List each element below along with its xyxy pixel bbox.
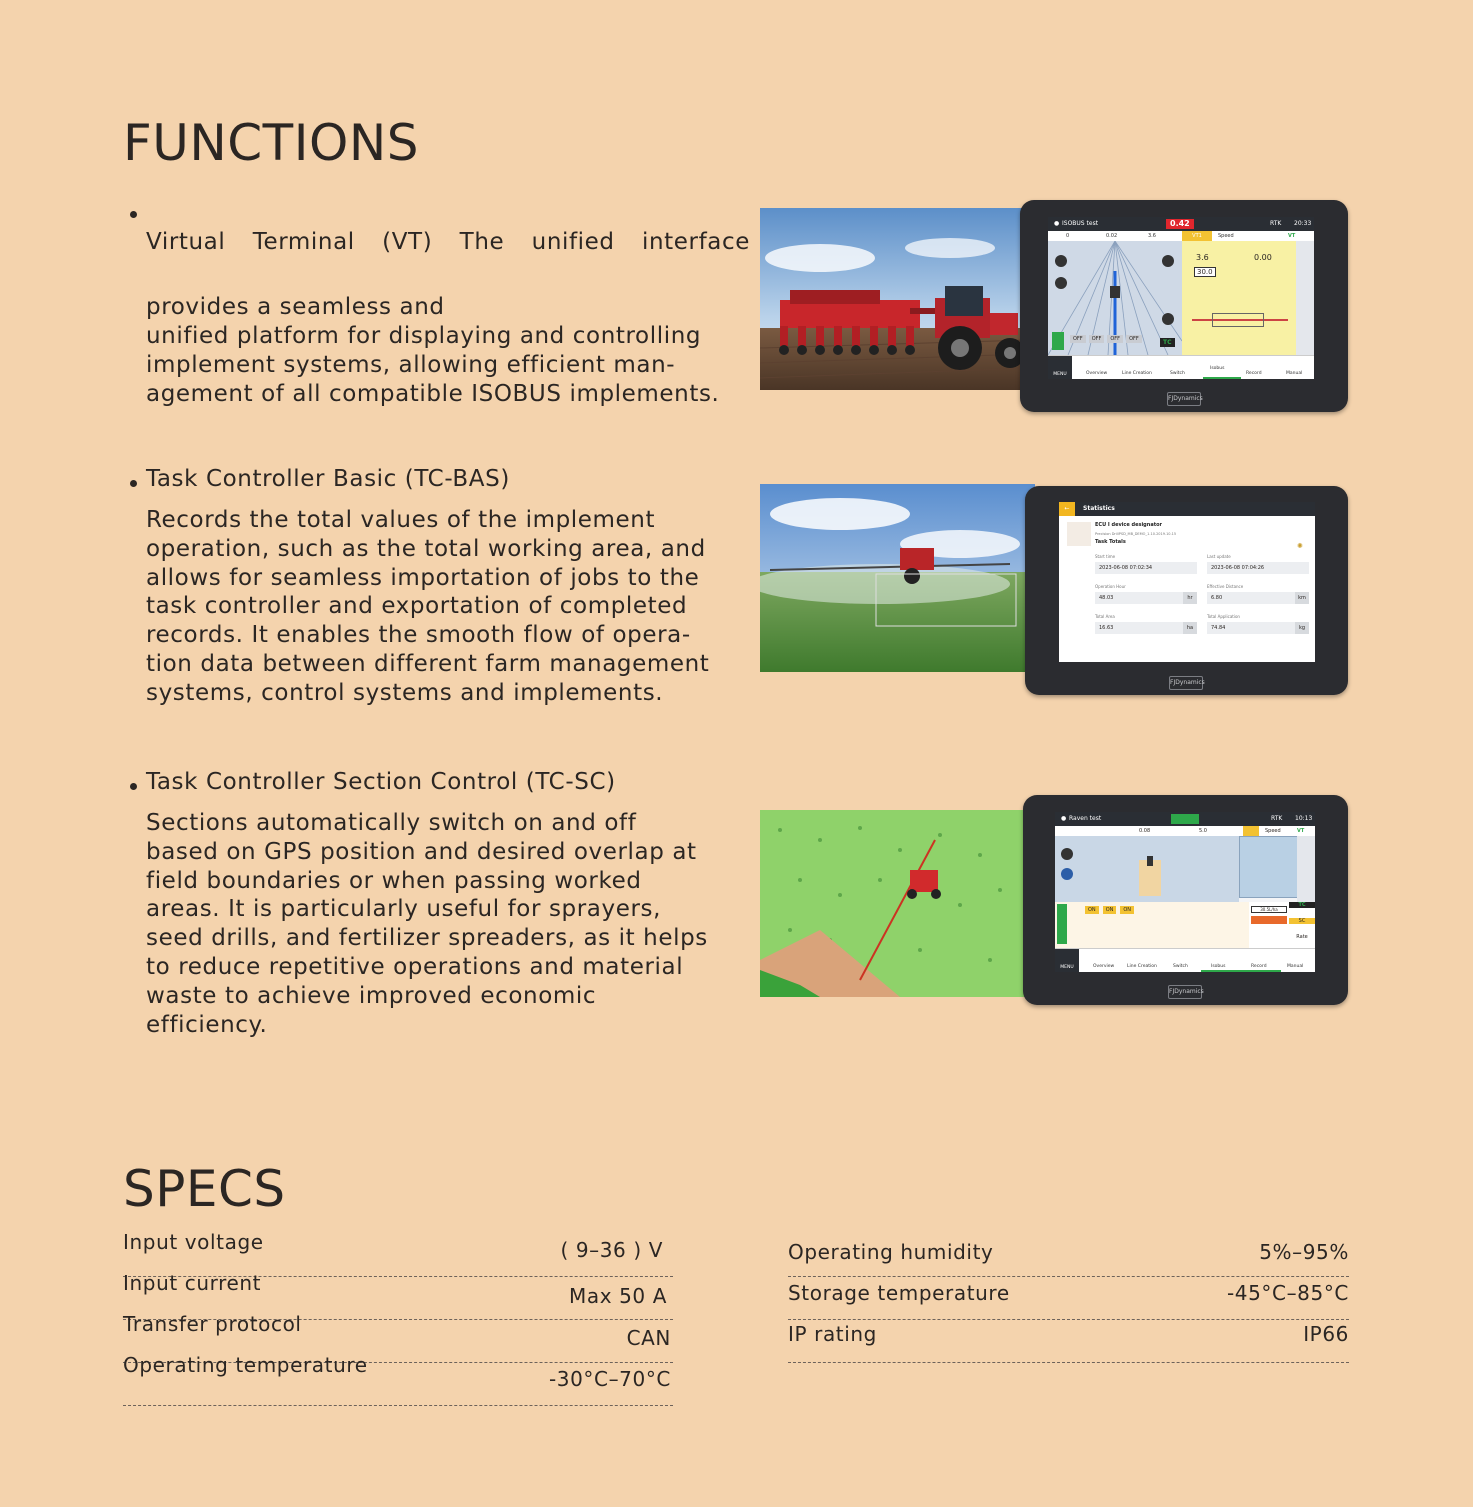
refresh-icon[interactable]: ✺ (1297, 542, 1303, 550)
tc-badge: TC (1289, 902, 1315, 908)
stat-field (1207, 622, 1309, 634)
active-indicator (1203, 377, 1241, 379)
section-switches (1085, 906, 1134, 914)
stat-value: 2023-06-08 07:04:26 (1207, 562, 1309, 574)
sc-side-toolbar[interactable] (1297, 836, 1315, 902)
nav-item[interactable]: Switch (1170, 371, 1185, 376)
stat-label: Start time (1095, 554, 1116, 559)
guidance-indicator (1171, 814, 1199, 824)
spec-label: Storage temperature (788, 1281, 1010, 1305)
camera-icon[interactable] (1055, 255, 1067, 267)
globe-icon[interactable] (1061, 868, 1073, 880)
speed-badge: 0.42 (1166, 219, 1194, 229)
rate-map-panel (1239, 836, 1299, 898)
compass-icon[interactable] (1055, 277, 1067, 289)
spec-label: Transfer protocol (123, 1312, 302, 1336)
spec-divider (788, 1319, 1349, 1320)
sc-badge: SC (1289, 918, 1315, 924)
sc-bottom-nav (1055, 948, 1315, 972)
section-off-button[interactable]: OFF (1070, 335, 1086, 343)
spec-divider (788, 1362, 1349, 1363)
rate-value: 0.00 (1254, 253, 1272, 262)
section-control-screen (1055, 812, 1315, 972)
section-switches (1070, 335, 1142, 343)
spec-label: Operating temperature (123, 1353, 368, 1377)
nav-item[interactable]: Record (1251, 964, 1267, 969)
section-on-button[interactable]: ON (1120, 906, 1134, 914)
stat-field (1207, 592, 1309, 604)
nav-item[interactable]: Line Creation (1122, 371, 1152, 376)
word: The (459, 228, 505, 255)
lock-icon[interactable] (1052, 332, 1064, 350)
stat-value: 2023-06-08 07:02:34 (1095, 562, 1197, 574)
statistics-screen (1059, 502, 1315, 662)
tablet-section-control (1023, 795, 1348, 1005)
spec-value: Max 50 A (569, 1284, 667, 1308)
task-totals-label: Task Totals (1095, 539, 1126, 545)
stat-value: 16.63 (1099, 625, 1114, 631)
menu-label: MENU (1060, 965, 1074, 970)
rtk-label: RTK (1270, 220, 1282, 227)
nav-item[interactable]: Overview (1093, 964, 1115, 969)
stat-field (1095, 622, 1197, 634)
stat: 3.6 (1148, 233, 1156, 239)
spec-label: Operating humidity (788, 1240, 994, 1264)
nav-item[interactable]: Isobus (1211, 964, 1226, 969)
play-icon[interactable] (1162, 255, 1174, 267)
vt-panel (1182, 241, 1296, 355)
bullet-dot (130, 480, 137, 487)
tcsc-title: Task Controller Section Control (TC-SC) (146, 769, 616, 795)
target-value[interactable]: 30.0 (1194, 267, 1216, 277)
vt-rest: provides a seamless and unified platform for displaying and controlling implement systems, allowing efficient man- agement of all compatible ISOBUS implements. (146, 294, 720, 407)
spec-label: IP rating (788, 1322, 877, 1346)
vt-first-line (146, 228, 750, 257)
sc-info-row (1055, 826, 1315, 836)
tablet-statistics (1025, 486, 1348, 695)
nav-item[interactable]: Manual (1286, 371, 1303, 376)
tab-vt1[interactable] (1243, 826, 1259, 836)
vt-info-row (1048, 231, 1314, 241)
speed-value: 3.6 (1196, 253, 1209, 262)
vt-bottom-nav (1048, 355, 1314, 379)
tab-vt1[interactable]: VT1 (1182, 231, 1212, 241)
stat-value: 6.80 (1211, 595, 1223, 601)
stat: 0 (1066, 233, 1070, 239)
spec-value: -30°C–70°C (548, 1367, 671, 1391)
nav-item[interactable]: Switch (1173, 964, 1188, 969)
stat-label: Effective Distance (1207, 584, 1244, 589)
spec-value: ( 9–36 ) V (560, 1238, 663, 1262)
section-on-button[interactable]: ON (1103, 906, 1117, 914)
vt-side-toolbar[interactable] (1296, 241, 1314, 355)
location-pin-icon: ● (1061, 815, 1067, 822)
section-on-button[interactable]: ON (1085, 906, 1099, 914)
active-indicator (1201, 970, 1281, 972)
spec-value: CAN (626, 1326, 671, 1350)
stat-value: 48.03 (1099, 595, 1114, 601)
steering-icon[interactable] (1162, 313, 1174, 325)
brand-logo: FJDynamics (1168, 985, 1202, 999)
word: unified (531, 228, 615, 255)
vt-description (146, 199, 750, 437)
word: interface (642, 228, 750, 255)
bullet-dot (130, 783, 137, 790)
spec-divider (788, 1276, 1349, 1277)
stat-unit: ha (1183, 622, 1197, 634)
vehicle-marker (1147, 856, 1153, 866)
menu-button[interactable] (1048, 356, 1072, 379)
menu-button[interactable] (1055, 949, 1079, 972)
stat: 0.08 (1139, 828, 1151, 834)
spec-label: Input current (123, 1271, 262, 1295)
tcbas-description: Records the total values of the implement operation, such as the total working area, and allows for seamless importation of jobs to the task controller and exportation of completed records. It enables the smooth flow of opera- tion data between different farm management systems, control systems and implements. (146, 507, 710, 706)
word: (VT) (382, 228, 433, 255)
sc-screen-title: Raven test (1069, 815, 1102, 822)
tc-badge: TC (1160, 338, 1175, 347)
sc-badges (1289, 902, 1315, 948)
section-off-button[interactable]: OFF (1126, 335, 1142, 343)
stat: 0.02 (1106, 233, 1118, 239)
nav-item[interactable]: Manual (1287, 964, 1304, 969)
tcsc-description: Sections automatically switch on and off based on GPS position and desired overlap at field boundaries or when passing worked areas. It is particularly useful for sprayers, seed drills, and fertilizer spreaders, as it helps to reduce repetitive operations and material waste to achieve improved economic efficiency. (146, 810, 708, 1038)
spec-value: 5%–95% (1259, 1240, 1349, 1264)
map-view[interactable] (1055, 836, 1239, 902)
menu-label: MENU (1053, 372, 1067, 377)
stat-value: 74.84 (1211, 625, 1226, 631)
section-off-button[interactable]: OFF (1107, 335, 1123, 343)
back-arrow-icon[interactable]: ← (1059, 502, 1075, 516)
sprayer-field-photo (760, 484, 1035, 672)
nav-item[interactable]: Isobus (1210, 366, 1225, 371)
section-panel (1055, 902, 1249, 948)
vt-badge: VT (1288, 233, 1296, 239)
stat-unit: km (1295, 592, 1309, 604)
tab-speed[interactable]: Speed (1265, 828, 1281, 834)
clock: 20:33 (1294, 220, 1312, 227)
functions-heading: FUNCTIONS (123, 114, 419, 172)
stat-label: Last update (1207, 554, 1231, 559)
vt-screen-title: ISOBUS test (1062, 220, 1099, 227)
tab-speed[interactable]: Speed (1218, 233, 1234, 239)
rate-bar (1251, 916, 1287, 924)
vt-status-bar (1048, 217, 1314, 231)
rate-value[interactable]: 30.5L/ha (1251, 906, 1287, 913)
lock-icon[interactable] (1057, 904, 1067, 944)
spec-divider (123, 1405, 673, 1406)
nav-item[interactable]: Overview (1086, 371, 1108, 376)
nav-item[interactable]: Line Creation (1127, 964, 1157, 969)
spec-label: Input voltage (123, 1230, 264, 1254)
device-subtitle: Precision DrillPSD_MB_DEMO_1.10.2019.10.15 (1095, 532, 1177, 536)
bullet-dot (130, 211, 137, 218)
stat-label: Operation Hour (1095, 584, 1126, 589)
camera-icon[interactable] (1061, 848, 1073, 860)
tcbas-title: Task Controller Basic (TC-BAS) (146, 466, 510, 492)
brand-logo: FJDynamics (1169, 676, 1203, 690)
nav-item[interactable]: Record (1246, 371, 1262, 376)
implement-thumbnail (1067, 522, 1091, 546)
section-off-button[interactable]: OFF (1089, 335, 1105, 343)
stat-label: Total Area (1095, 614, 1115, 619)
vt-badge: VT (1297, 828, 1305, 834)
statistics-title: Statistics (1083, 505, 1115, 512)
stat-unit: hr (1183, 592, 1197, 604)
location-pin-icon: ● (1054, 220, 1060, 227)
device-designator: ECU I device designator (1095, 522, 1162, 528)
rate-badge: Rate (1296, 934, 1308, 940)
stat-label: Total Application (1207, 614, 1240, 619)
word: Virtual (146, 228, 226, 255)
stat-unit: kg (1295, 622, 1309, 634)
stat: 5.0 (1199, 828, 1207, 834)
planter-tractor-photo (760, 208, 1030, 390)
stat-field (1095, 592, 1197, 604)
specs-heading: SPECS (123, 1160, 286, 1218)
clock: 10:13 (1295, 815, 1313, 822)
statistics-header (1059, 502, 1315, 516)
word: Terminal (252, 228, 355, 255)
rate-panel (1249, 902, 1289, 948)
rtk-label: RTK (1271, 815, 1283, 822)
spec-value: IP66 (1303, 1322, 1349, 1346)
sc-status-bar (1055, 812, 1315, 826)
implement-sections (1212, 313, 1264, 327)
section-control-render (760, 810, 1032, 997)
brand-logo: FJDynamics (1167, 392, 1201, 406)
spec-value: -45°C–85°C (1226, 1281, 1349, 1305)
tablet-vt (1020, 200, 1348, 412)
vt-screen (1048, 217, 1314, 379)
